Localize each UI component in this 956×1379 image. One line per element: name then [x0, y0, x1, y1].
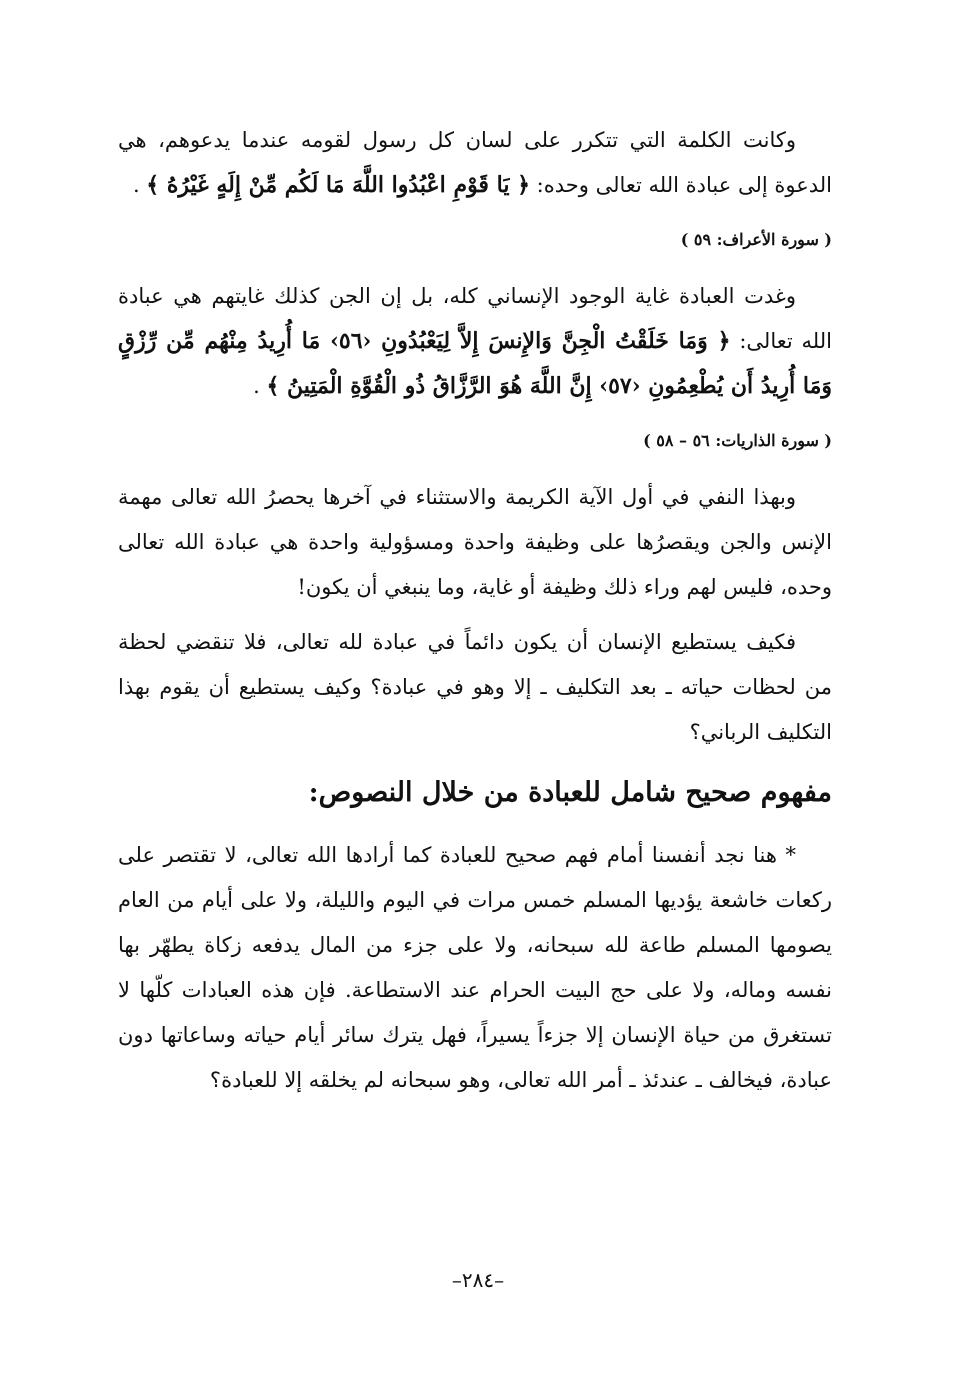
quran-verse-2: ﴿ وَمَا خَلَقْتُ الْجِنَّ وَالإِنسَ إِلاَّ لِيَعْبُدُونِ ‹٥٦› مَا أُرِيدُ مِنْهُم مِّن رِّزْقٍ وَمَا أُرِيدُ أَن يُطْعِمُونِ ‹٥٧› إِنَّ اللَّهَ هُوَ الرَّزَّاقُ ذُو الْقُوَّةِ الْمَتِينُ ﴾: [118, 328, 832, 399]
page-number: –٢٨٤–: [451, 1268, 505, 1292]
paragraph-2: [118, 274, 832, 409]
paragraph-1: [118, 118, 832, 208]
paragraph-2-text: وغدت العبادة غاية الوجود الإنساني كله، بل إن الجن كذلك غايتهم هي عبادة الله تعالى:: [118, 284, 832, 353]
paragraph-1-end: .: [132, 173, 147, 197]
paragraph-1-text: وكانت الكلمة التي تتكرر على لسان كل رسول لقومه عندما يدعوهم، هي الدعوة إلى عبادة الله تعالى وحده:: [118, 128, 832, 197]
paragraph-5: * هنا نجد أنفسنا أمام فهم صحيح للعبادة كما أرادها الله تعالى، لا تقتصر على ركعات خاشعة يؤديها المسلم خمس مرات في اليوم والليلة، ولا على أيام من العام يصومها المسلم طاعة لله سبحانه، ولا على جزء من المال يدفعه زكاة يطهّر بها نفسه وماله، ولا على حج البيت الحرام عند الاستطاعة. فإن هذه العبادات كلّها لا تستغرق من حياة الإنسان إلا جزءاً يسيراً، فهل يترك سائر أيام حياته وساعاتها دون عبادة، فيخالف ـ عندئذ ـ أمر الله تعالى، وهو سبحانه لم يخلقه إلا للعبادة؟: [118, 843, 832, 1092]
quran-verse-1: ﴿ يَا قَوْمِ اعْبُدُوا اللَّهَ مَا لَكُم مِّنْ إِلَهٍ غَيْرُهُ ﴾: [146, 172, 530, 198]
paragraph-2-end: .: [253, 374, 267, 398]
paragraph-gap: [118, 610, 832, 620]
paragraph-3: وبهذا النفي في أول الآية الكريمة والاستثناء في آخرها يحصرُ الله تعالى مهمة الإنس والجن ويقصرُها على وظيفة واحدة ومسؤولية واحدة هي عبادة الله تعالى وحده، فليس لهم وراء ذلك وظيفة أو غاية، وما ينبغي أن يكون!: [118, 485, 832, 599]
verse-reference-2: ( سورة الذاريات: ٥٦ – ٥٨ ): [643, 431, 832, 450]
paragraph-4: فكيف يستطيع الإنسان أن يكون دائماً في عبادة لله تعالى، فلا تنقضي لحظة من لحظات حياته ـ بعد التكليف ـ إلا وهو في عبادة؟ وكيف يستطيع أن يقوم بهذا التكليف الرباني؟: [118, 630, 832, 744]
section-heading: مفهوم صحيح شامل للعبادة من خلال النصوص:: [308, 777, 832, 808]
page-body: [118, 118, 832, 1103]
verse-reference-1: ( سورة الأعراف: ٥٩ ): [680, 230, 832, 249]
